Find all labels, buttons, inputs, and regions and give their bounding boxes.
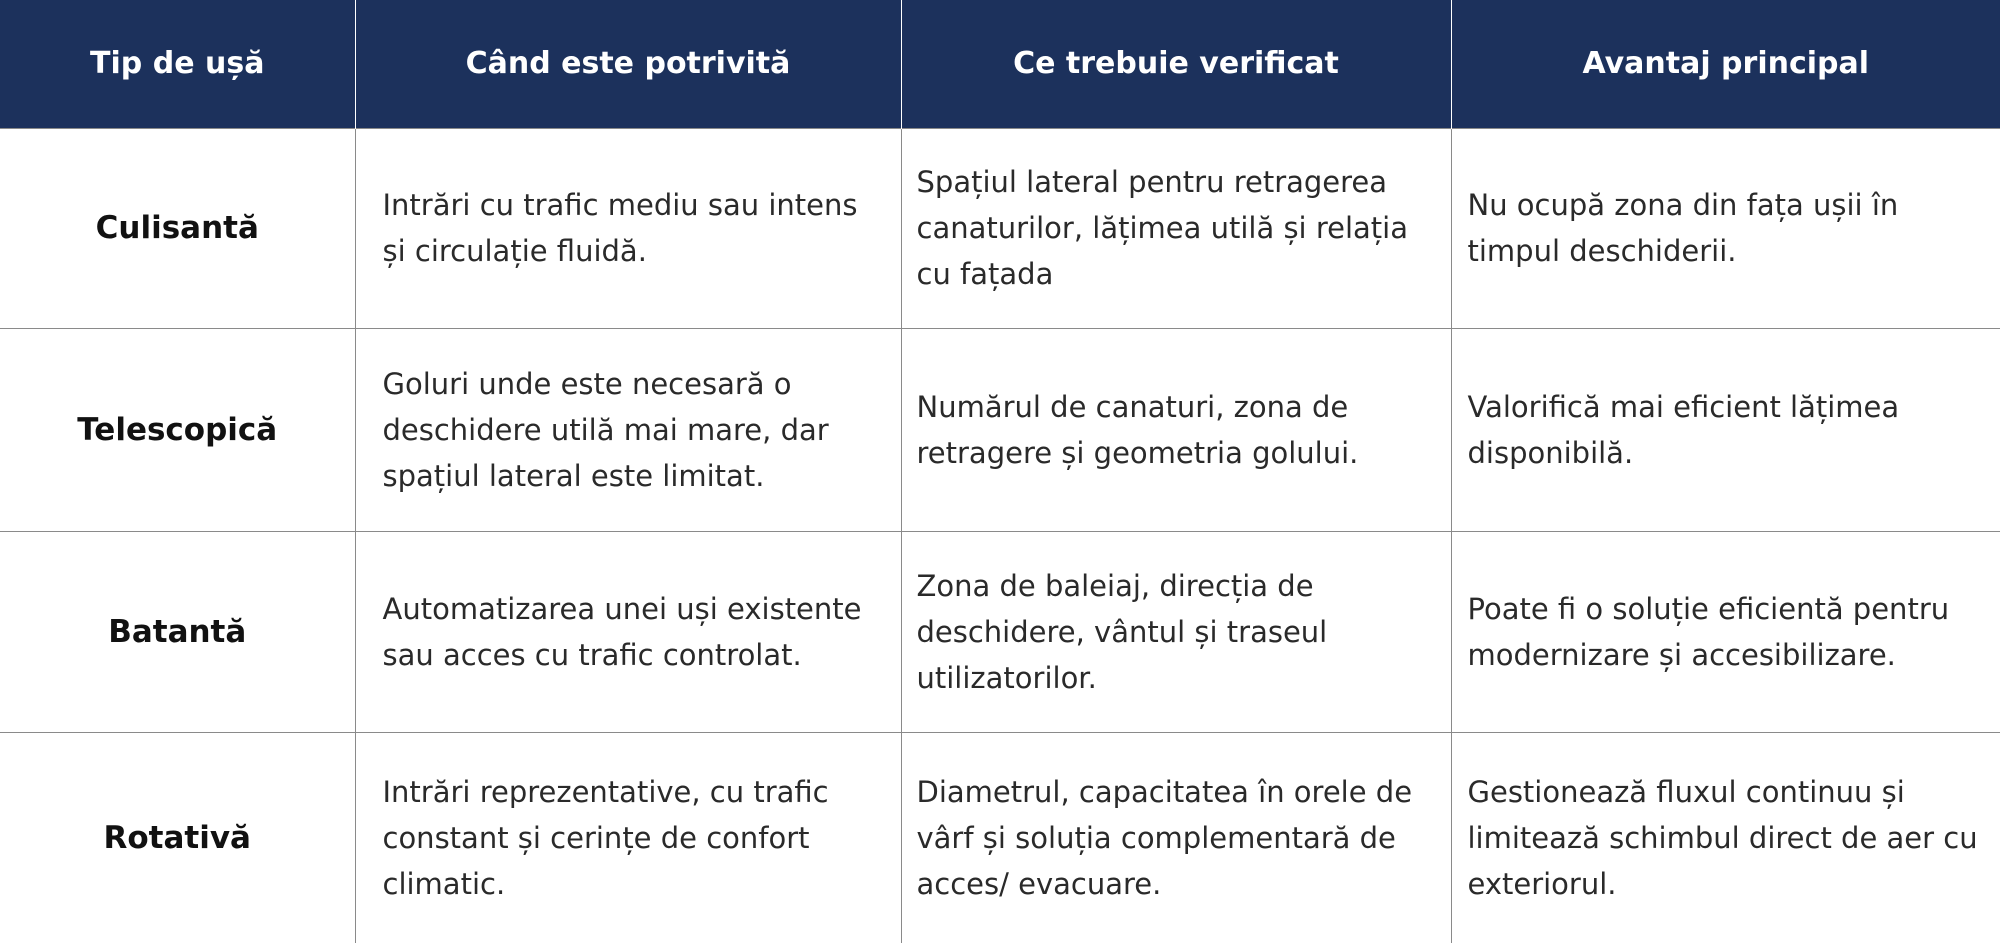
when-suitable-cell: Automatizarea unei uși existente sau acces cu trafic controlat. — [355, 531, 901, 732]
table-row — [0, 531, 2000, 732]
table-body — [0, 128, 2000, 943]
door-type-cell: Culisantă — [0, 128, 355, 328]
when-suitable-cell: Goluri unde este necesară o deschidere utilă mai mare, dar spațiul lateral este limitat. — [355, 328, 901, 531]
door-type-cell: Rotativă — [0, 732, 355, 943]
header-when-suitable: Când este potrivită — [355, 0, 901, 128]
what-to-check-cell: Numărul de canaturi, zona de retragere și geometria golului. — [901, 328, 1451, 531]
door-type-cell: Telescopică — [0, 328, 355, 531]
table-header — [0, 0, 2000, 128]
what-to-check-cell: Diametrul, capacitatea în orele de vârf și soluția complementară de acces/ evacuare. — [901, 732, 1451, 943]
header-main-advantage: Avantaj principal — [1451, 0, 2000, 128]
when-suitable-cell: Intrări reprezentative, cu trafic constant și cerințe de confort climatic. — [355, 732, 901, 943]
header-what-to-check: Ce trebuie verificat — [901, 0, 1451, 128]
main-advantage-cell: Gestionează fluxul continuu și limitează schimbul direct de aer cu exteriorul. — [1451, 732, 2000, 943]
table-row — [0, 328, 2000, 531]
what-to-check-cell: Zona de baleiaj, direcția de deschidere, vântul și traseul utilizatorilor. — [901, 531, 1451, 732]
header-door-type: Tip de ușă — [0, 0, 355, 128]
main-advantage-cell: Poate fi o soluție eficientă pentru modernizare și accesibilizare. — [1451, 531, 2000, 732]
table-row — [0, 732, 2000, 943]
main-advantage-cell: Nu ocupă zona din fața ușii în timpul deschiderii. — [1451, 128, 2000, 328]
header-row — [0, 0, 2000, 128]
door-type-cell: Batantă — [0, 531, 355, 732]
when-suitable-cell: Intrări cu trafic mediu sau intens și circulație fluidă. — [355, 128, 901, 328]
table-row — [0, 128, 2000, 328]
what-to-check-cell: Spațiul lateral pentru retragerea canaturilor, lățimea utilă și relația cu fațada — [901, 128, 1451, 328]
main-advantage-cell: Valorifică mai eficient lățimea disponibilă. — [1451, 328, 2000, 531]
